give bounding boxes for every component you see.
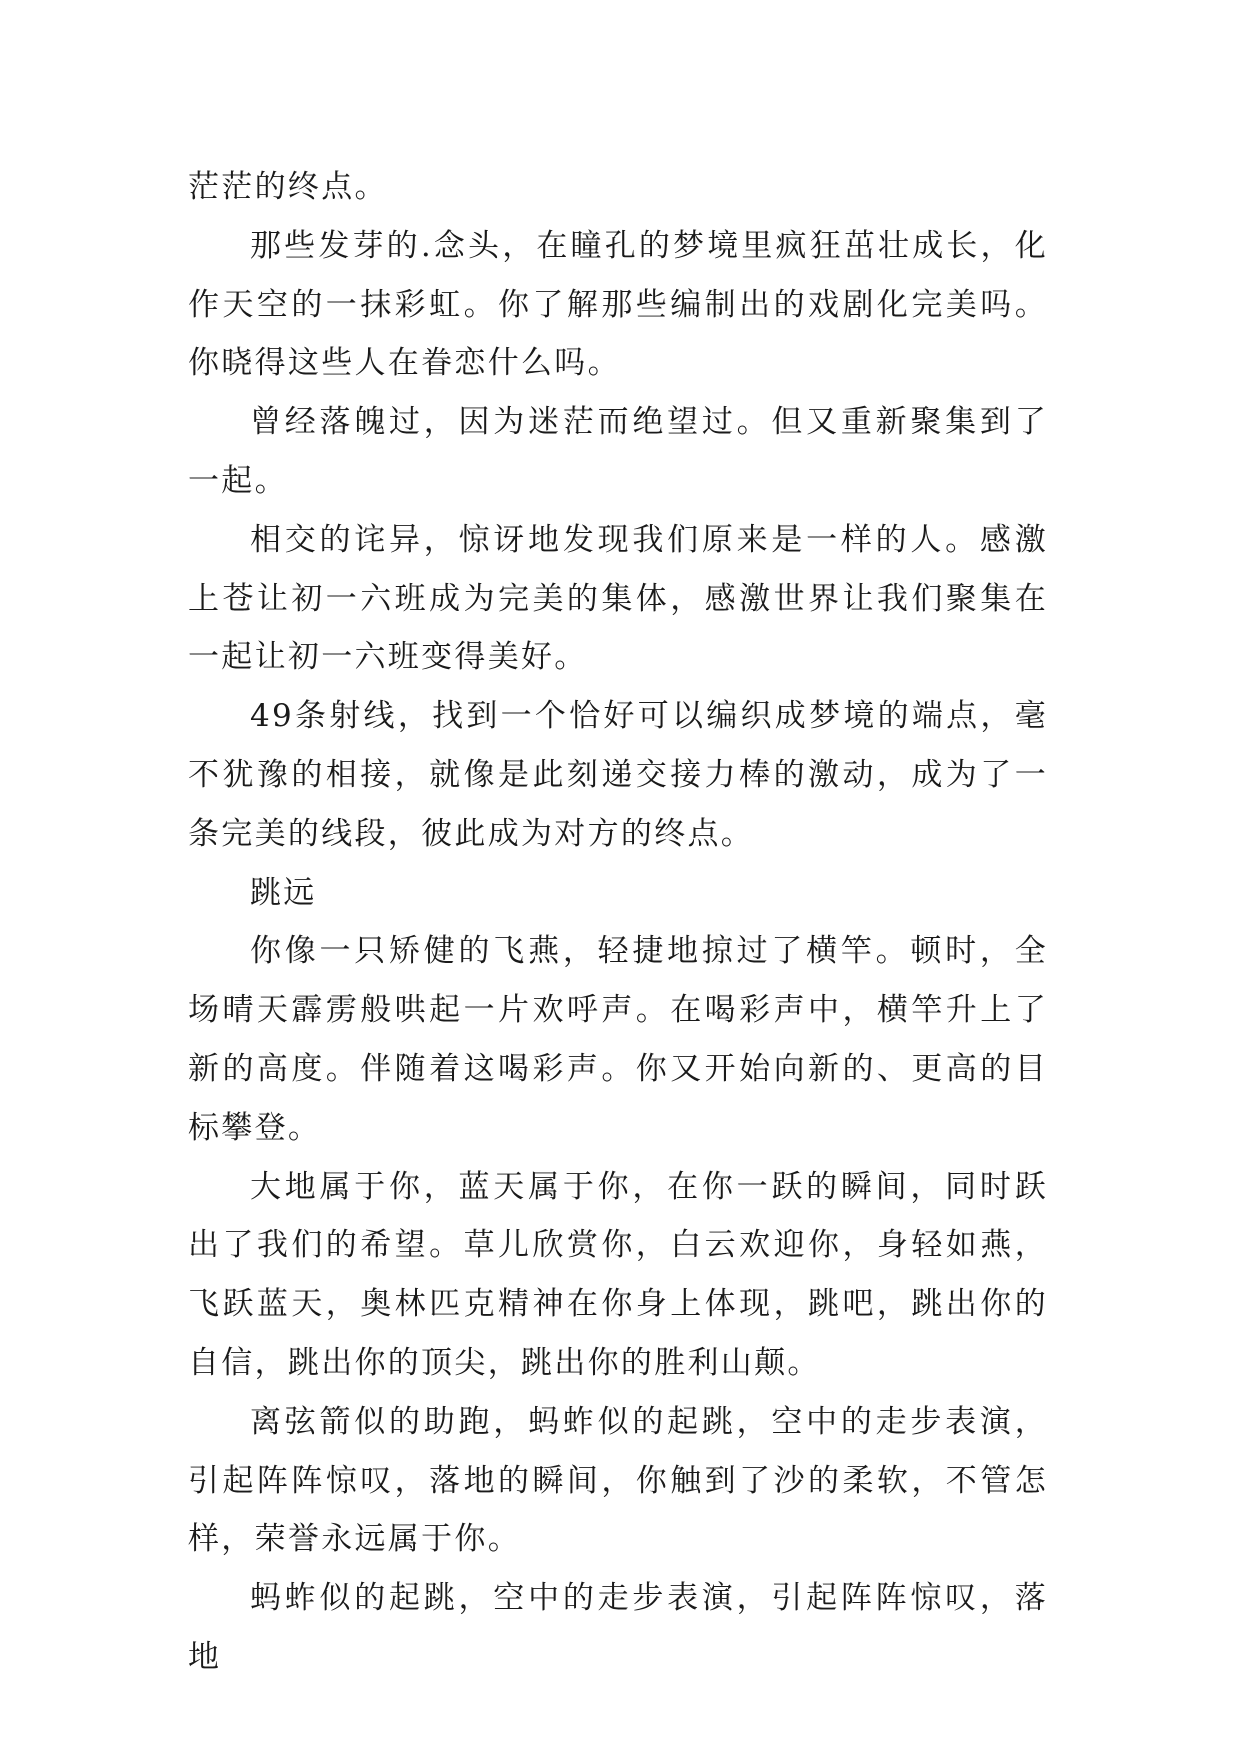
document-body (188, 158, 1048, 1687)
paragraph: 离弦箭似的助跑，蚂蚱似的起跳，空中的走步表演，引起阵阵惊叹，落地的瞬间，你触到了沙的柔软，不管怎样，荣誉永远属于你。 (188, 1403, 1048, 1558)
paragraph: 你像一只矫健的飞燕，轻捷地掠过了横竿。顿时，全场晴天霹雳般哄起一片欢呼声。在喝彩声中，横竿升上了新的高度。伴随着这喝彩声。你又开始向新的、更高的目标攀登。 (188, 933, 1048, 1146)
paragraph: 蚂蚱似的起跳，空中的走步表演，引起阵阵惊叹，落地 (188, 1580, 1048, 1675)
paragraph: 大地属于你，蓝天属于你，在你一跃的瞬间，同时跃出了我们的希望。草儿欣赏你，白云欢迎你，身轻如燕，飞跃蓝天，奥林匹克精神在你身上体现，跳吧，跳出你的自信，跳出你的顶尖，跳出你的胜利山颠。 (188, 1168, 1048, 1381)
section-heading: 跳远 (250, 874, 317, 911)
paragraph: 相交的诧异，惊讶地发现我们原来是一样的人。感激上苍让初一六班成为完美的集体，感激世界让我们聚集在一起让初一六班变得美好。 (188, 521, 1048, 676)
paragraph: 49条射线，找到一个恰好可以编织成梦境的端点，毫不犹豫的相接，就像是此刻递交接力棒的激动，成为了一条完美的线段，彼此成为对方的终点。 (188, 698, 1048, 852)
paragraph: 曾经落魄过，因为迷茫而绝望过。但又重新聚集到了一起。 (188, 404, 1048, 499)
paragraph-continuation: 茫茫的终点。 (188, 169, 388, 205)
paragraph: 那些发芽的.念头，在瞳孔的梦境里疯狂茁壮成长，化作天空的一抹彩虹。你了解那些编制出的戏剧化完美吗。你晓得这些人在眷恋什么吗。 (188, 227, 1048, 382)
